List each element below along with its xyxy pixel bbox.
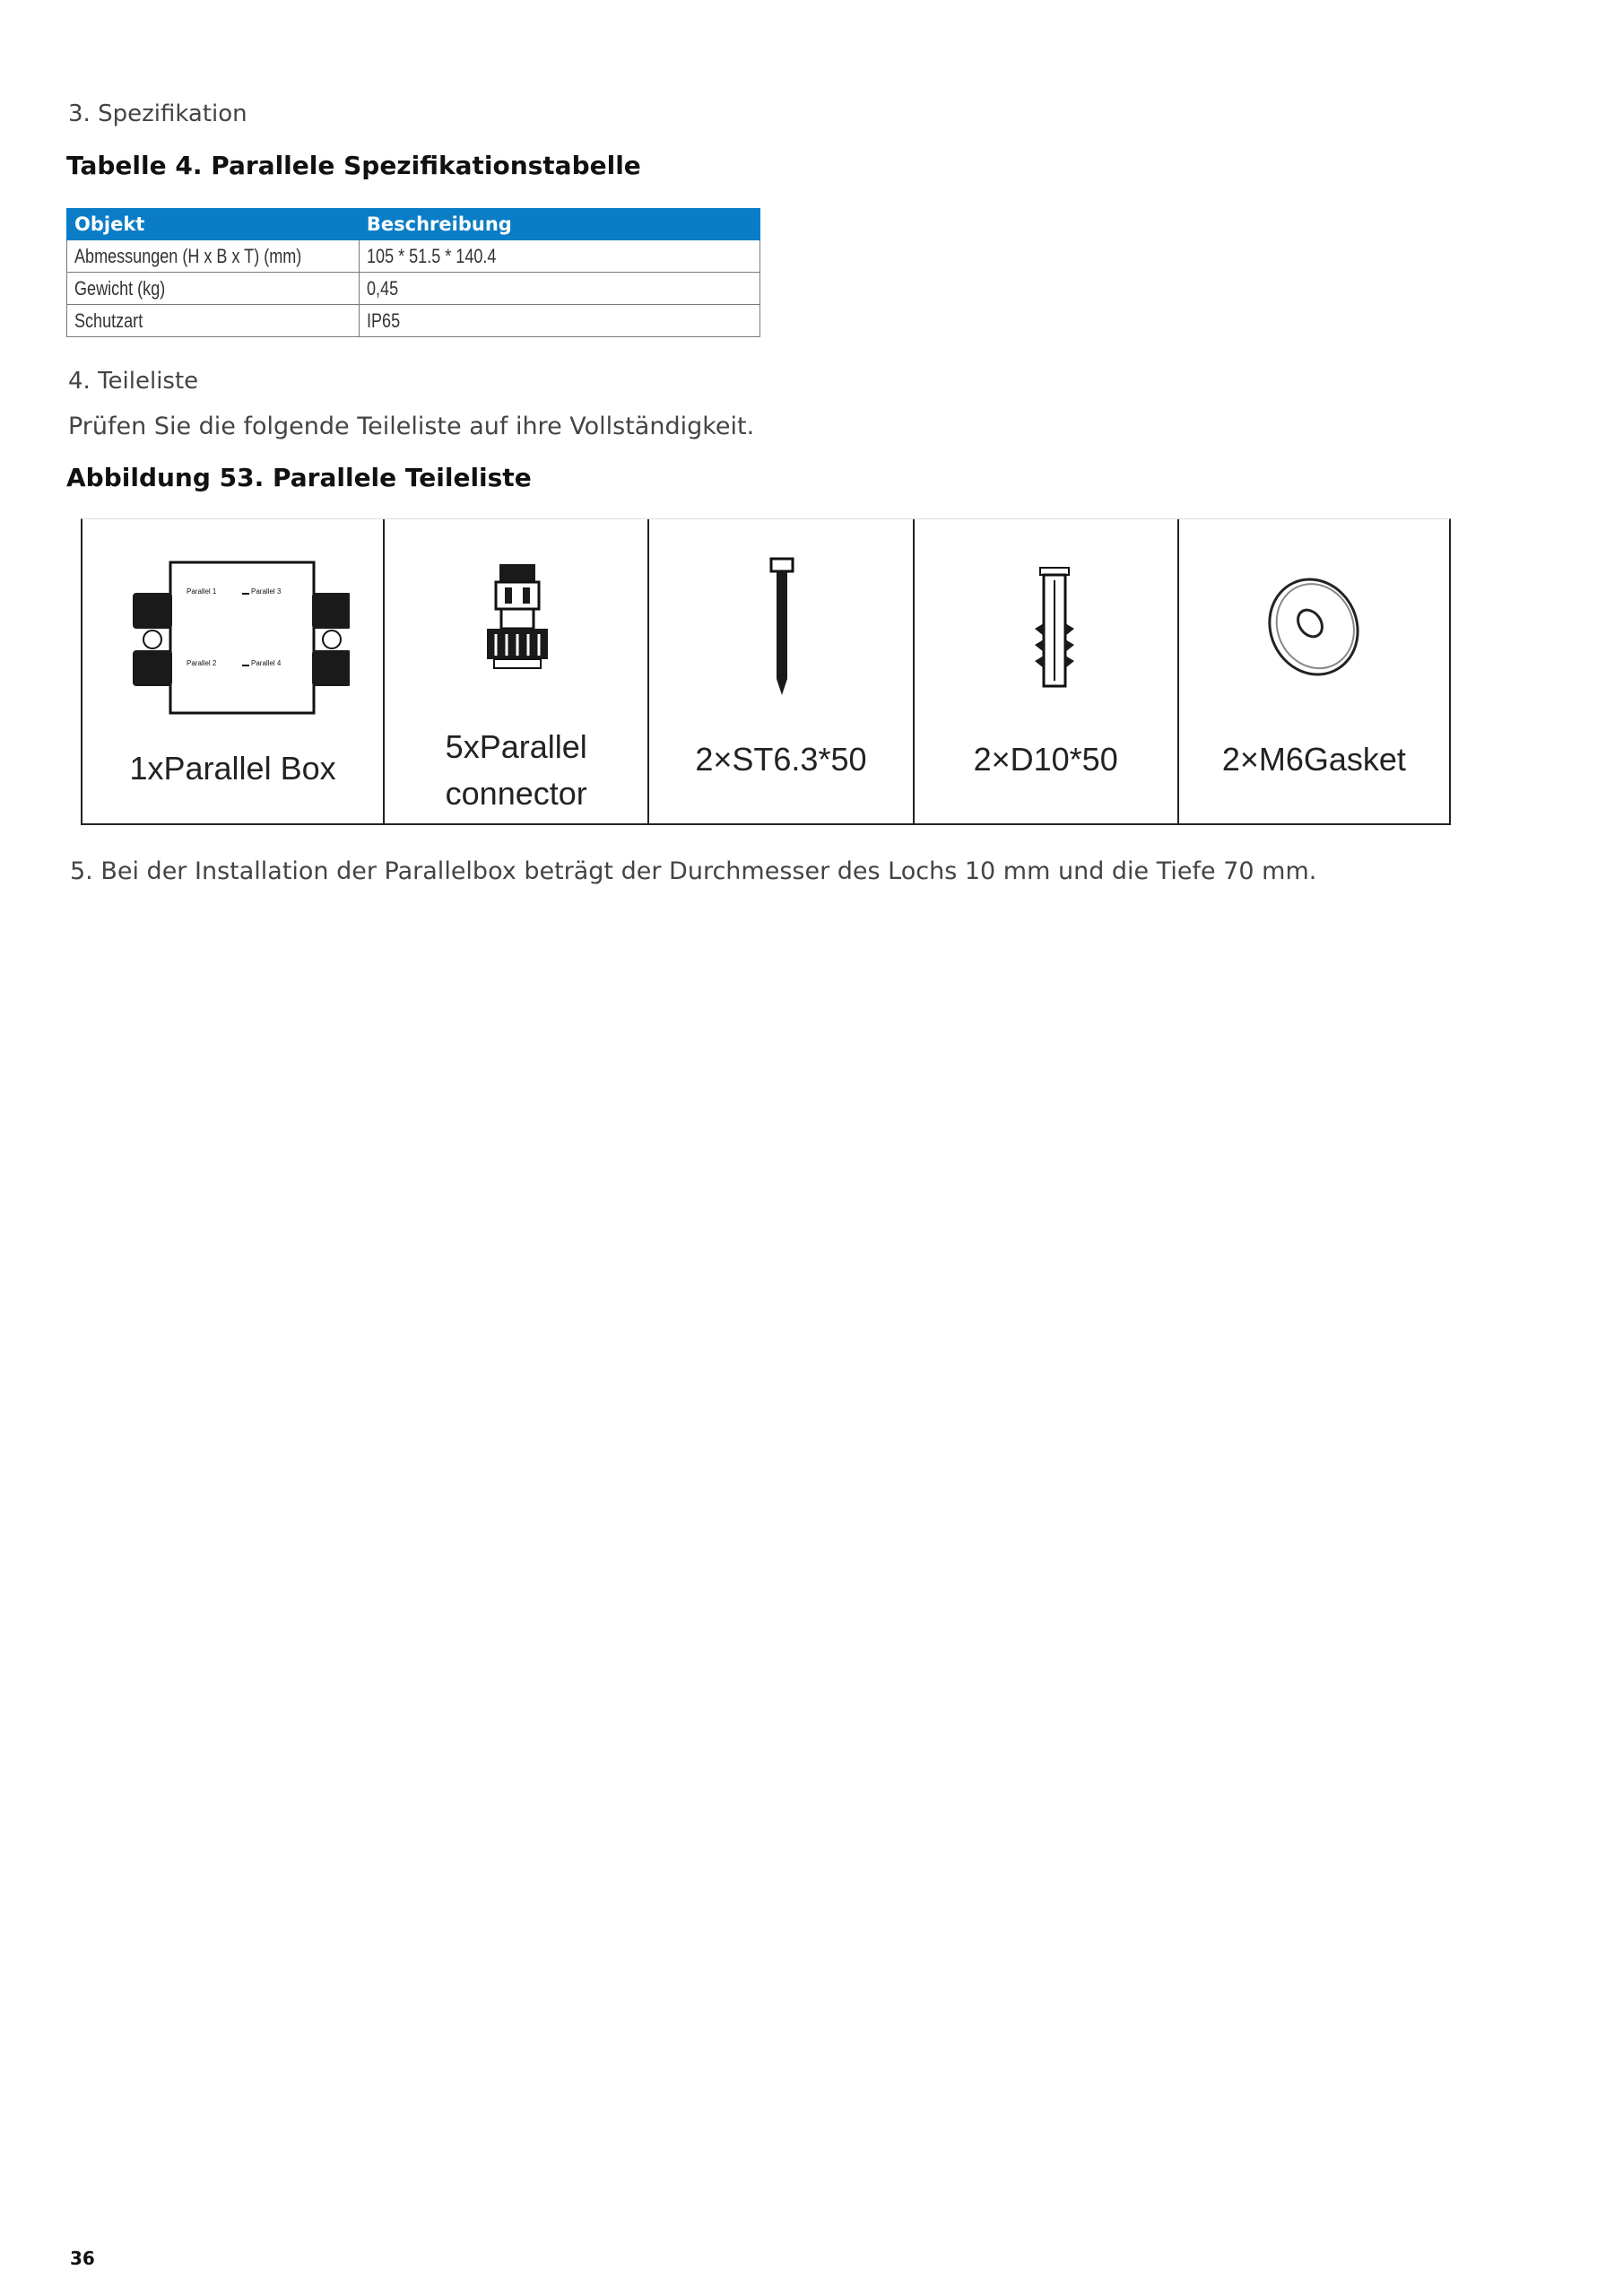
parallel-box-icon [117, 553, 350, 733]
box-port-3: Parallel 3 [251, 587, 282, 596]
parallel-box-label: 1xParallel Box [129, 750, 336, 787]
part-parallel-box [82, 519, 385, 823]
part-screw [649, 519, 914, 823]
table-cell: 0,45 [359, 273, 759, 305]
part-parallel-connector [385, 519, 649, 823]
table-row [67, 305, 760, 337]
gasket-label: 2×M6Gasket [1221, 741, 1406, 778]
section-heading-spezifikation: 3. Spezifikation [68, 100, 247, 127]
parallel-connector-label-1: 5xParallel [445, 728, 587, 765]
gasket-icon [1260, 573, 1367, 681]
section-heading-teileliste: 4. Teileliste [68, 368, 199, 395]
table-cell: Schutzart [67, 305, 360, 337]
anchor-label: 2×D10*50 [973, 741, 1118, 778]
table-caption: Tabelle 4. Parallele Spezifikationstabelle [66, 151, 641, 180]
figure-caption: Abbildung 53. Parallele Teileliste [66, 463, 532, 492]
parallel-connector-label-2: connector [445, 775, 587, 812]
parts-list-figure [81, 518, 1451, 825]
table-cell: Abmessungen (H x B x T) (mm) [67, 240, 360, 273]
box-port-1: Parallel 1 [187, 587, 217, 596]
table-cell: 105 * 51.5 * 140.4 [359, 240, 759, 273]
part-wall-anchor [915, 519, 1179, 823]
spec-table [66, 208, 760, 337]
wall-anchor-icon [1028, 564, 1081, 699]
page-number: 36 [70, 2248, 95, 2269]
table-header-beschreibung: Beschreibung [359, 209, 759, 240]
part-gasket [1179, 519, 1449, 823]
teileliste-instruction: Prüfen Sie die folgende Teileliste auf ihre Vollständigkeit. [68, 413, 755, 440]
table-row [67, 273, 760, 305]
table-header-row [67, 209, 760, 240]
screw-label: 2×ST6.3*50 [695, 741, 867, 778]
box-port-2: Parallel 2 [187, 659, 217, 667]
table-row [67, 240, 760, 273]
table-header-objekt: Objekt [67, 209, 360, 240]
table-cell: IP65 [359, 305, 759, 337]
installation-note: 5. Bei der Installation der Parallelbox beträgt der Durchmesser des Lochs 10 mm und die Tiefe 70 mm. [70, 857, 1317, 885]
table-cell: Gewicht (kg) [67, 273, 360, 305]
parallel-connector-icon [464, 555, 571, 690]
box-port-4: Parallel 4 [251, 659, 282, 667]
screw-icon [755, 553, 809, 697]
